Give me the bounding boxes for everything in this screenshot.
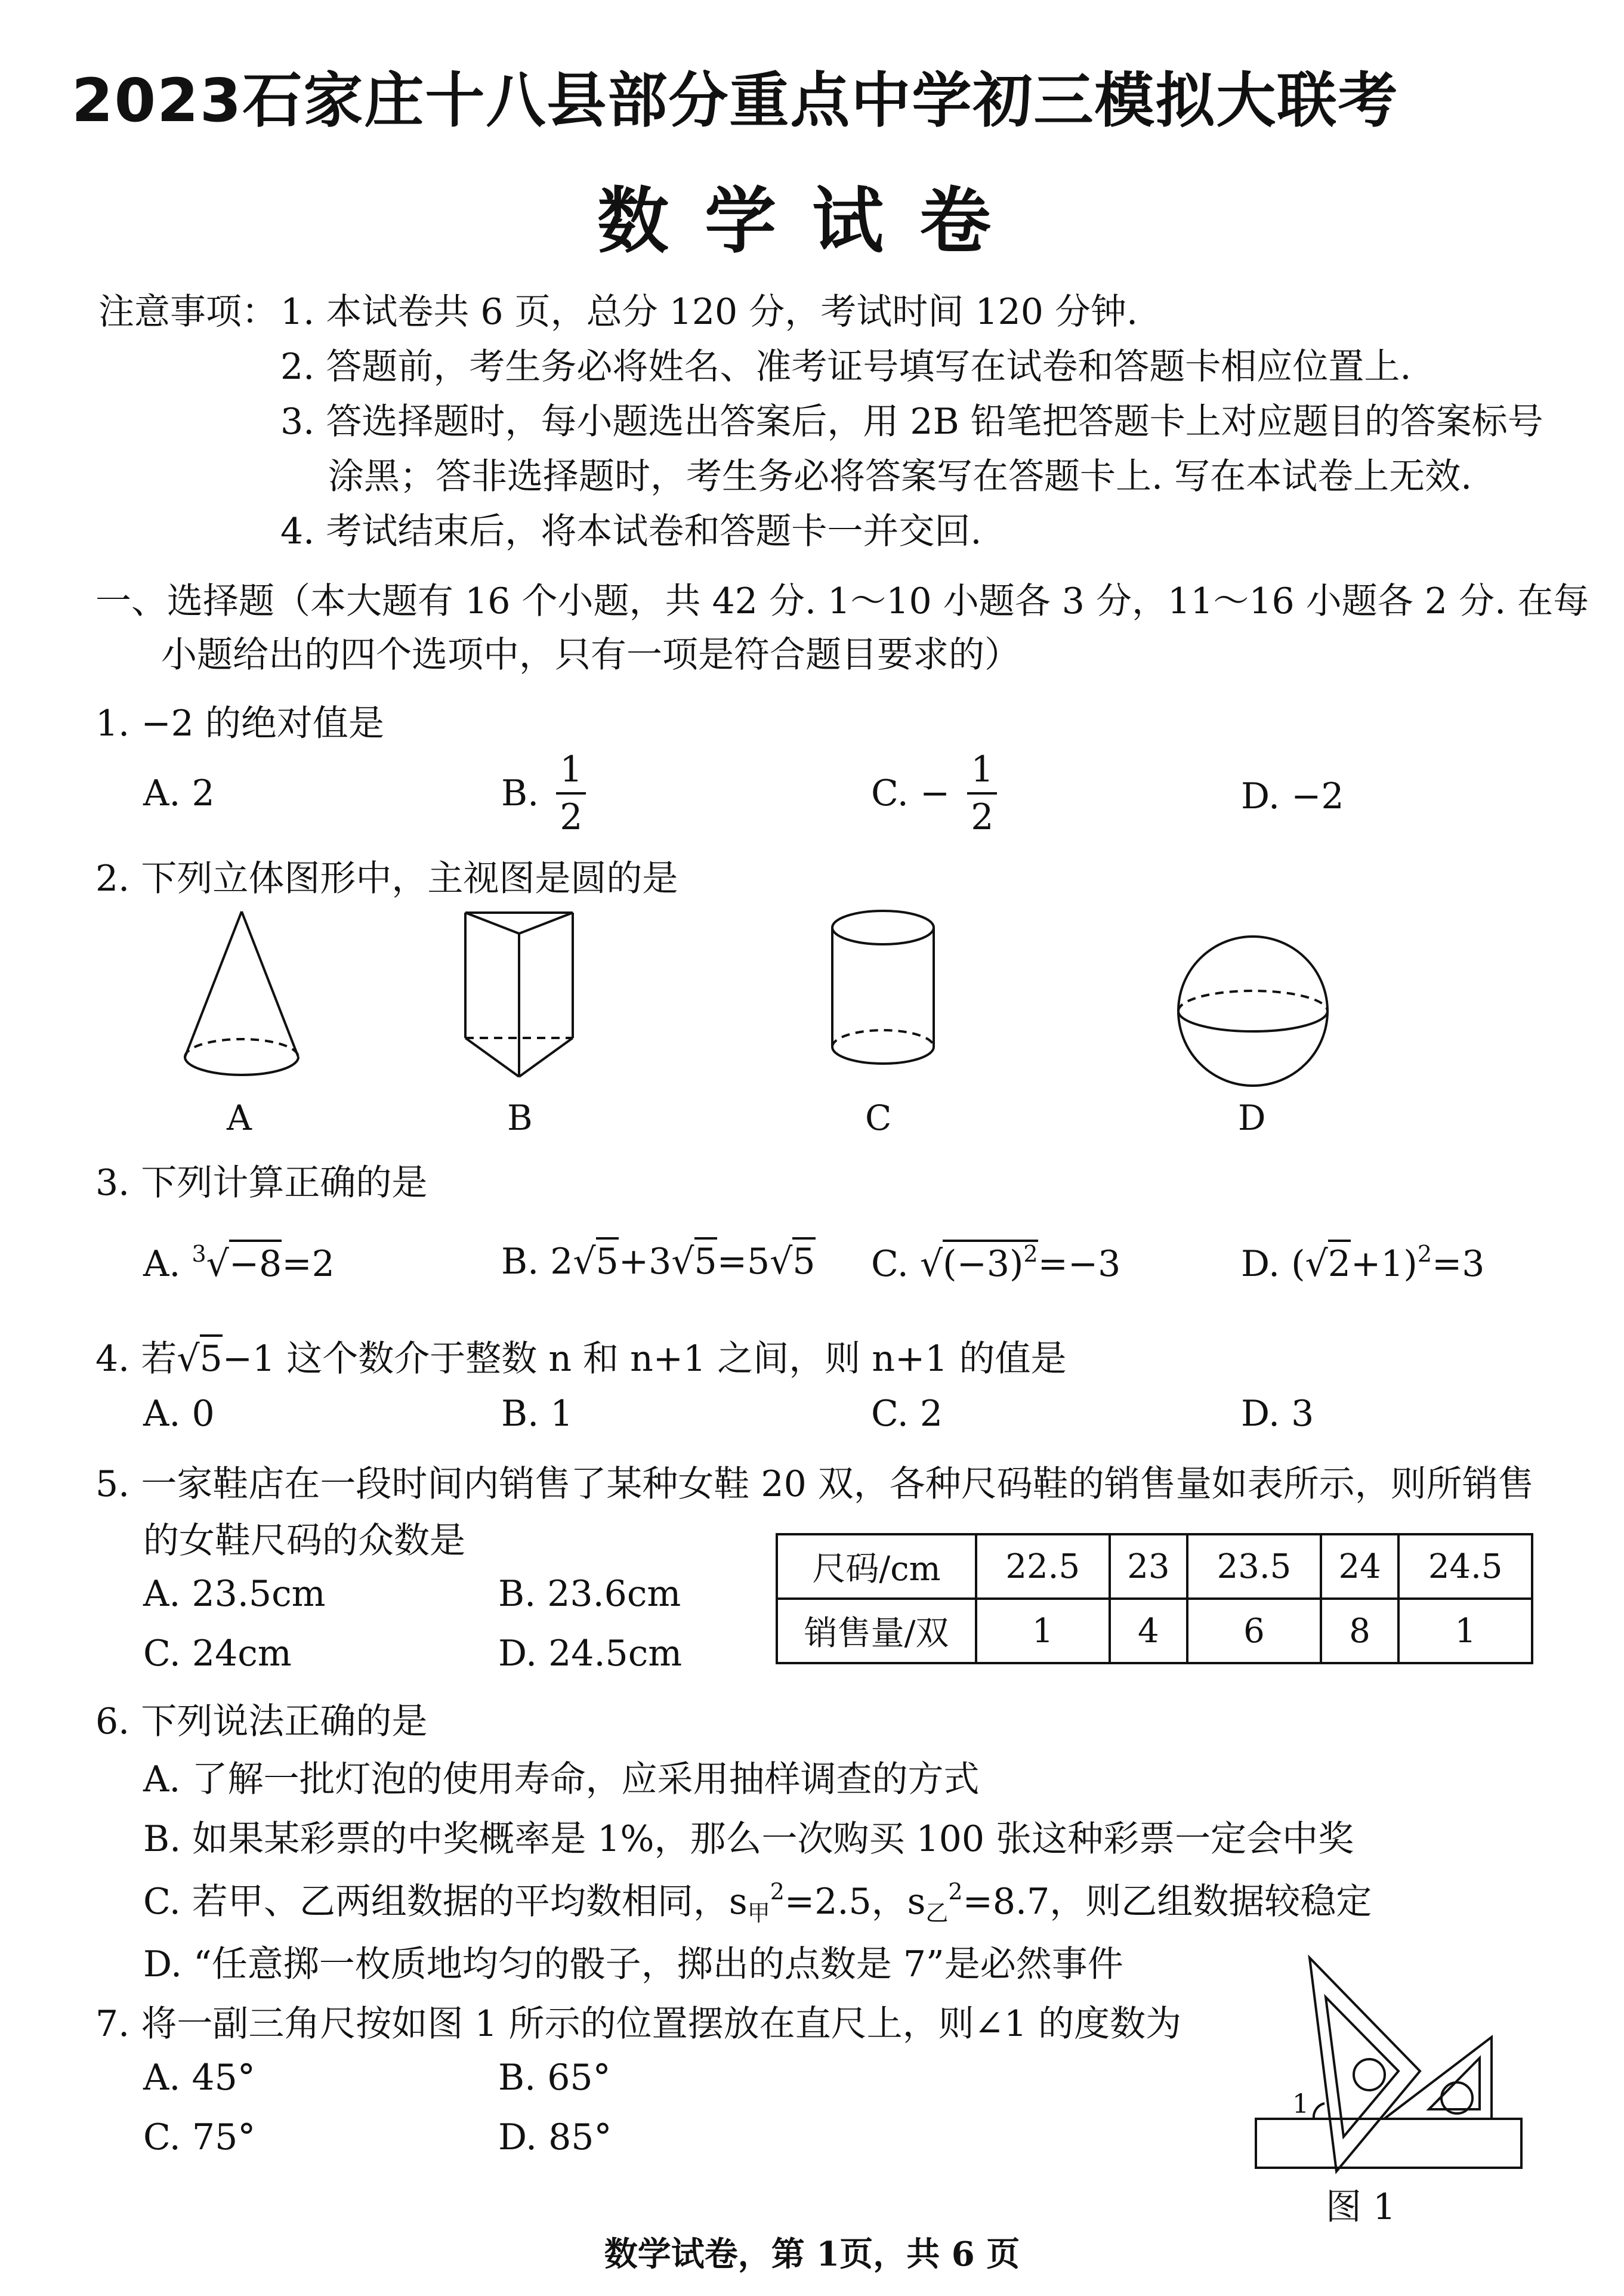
q4-option-c: C. 2 bbox=[871, 1393, 943, 1435]
page-footer: 数学试卷，第 1页，共 6 页 bbox=[604, 2235, 1020, 2274]
table-cell: 23 bbox=[1110, 1534, 1188, 1599]
q3-a-radicand: −8 bbox=[229, 1240, 282, 1285]
notice-item-4: 4. 考试结束后，将本试卷和答题卡一并交回. bbox=[280, 511, 982, 552]
section-heading: 一、选择题（本大题有 16 个小题，共 42 分. 1～10 小题各 3 分，11～16 小题各 2 分. 在每 bbox=[95, 580, 1589, 622]
q1-c-fraction bbox=[967, 749, 997, 838]
q4-radicand: 5 bbox=[200, 1334, 223, 1380]
q6-option-b: B. 如果某彩票的中奖概率是 1%，那么一次购买 100 张这种彩票一定会中奖 bbox=[143, 1818, 1354, 1860]
q6-c-prefix: C. 若甲、乙两组数据的平均数相同，s bbox=[143, 1881, 748, 1923]
prism-figure bbox=[453, 901, 597, 1092]
q1-option-c bbox=[871, 749, 997, 838]
q6-option-c bbox=[143, 1873, 1372, 1927]
q3-b-r1: 5 bbox=[596, 1237, 619, 1283]
q5-stem-cont: 的女鞋尺码的众数是 bbox=[143, 1520, 465, 1562]
q3-b-r3: 5 bbox=[792, 1237, 815, 1283]
q4-stem-rest: −1 这个数介于整数 n 和 n+1 之间，则 n+1 的值是 bbox=[222, 1338, 1067, 1380]
q6-c-sub1: 甲 bbox=[747, 1900, 770, 1926]
q3-option-d: D. $(√2+1)^2=3$ bbox=[1241, 1241, 1485, 1285]
q1-option-b bbox=[501, 749, 586, 838]
q7-option-c: C. 75° bbox=[143, 2116, 256, 2158]
q3-b-eq: =5 bbox=[717, 1241, 770, 1283]
q1-b-fraction bbox=[556, 749, 586, 838]
q3-a-index: 3 bbox=[192, 1241, 206, 1267]
figure-label-c: C bbox=[865, 1098, 892, 1138]
q5-option-d: D. 24.5cm bbox=[498, 1633, 683, 1674]
q4-stem-prefix: 4. 若 bbox=[95, 1338, 177, 1380]
q1-option-d: D. −2 bbox=[1241, 775, 1344, 817]
q3-d-mid: +1) bbox=[1350, 1243, 1418, 1285]
figure-label-d: D bbox=[1238, 1098, 1266, 1138]
notice-label: 注意事项： bbox=[98, 291, 277, 333]
q7-option-b: B. 65° bbox=[498, 2057, 611, 2099]
angle-1-label: 1 bbox=[1292, 2089, 1309, 2119]
q7-option-d: D. 85° bbox=[498, 2116, 612, 2158]
table-cell: 24.5 bbox=[1398, 1534, 1532, 1599]
q6-c-sup1: 2 bbox=[770, 1878, 785, 1905]
q3-option-a: A. $^3$√−8=2 bbox=[143, 1241, 335, 1285]
q3-d-prefix: D. ( bbox=[1241, 1243, 1305, 1285]
subject-title: 数学试卷 bbox=[597, 180, 1027, 263]
q1-b-prefix: B. bbox=[501, 772, 539, 814]
notice-item-3-cont: 涂黑；答非选择题时，考生务必将答案写在答题卡上. 写在本试卷上无效. bbox=[328, 456, 1472, 497]
table-row bbox=[777, 1599, 1532, 1663]
q3-b-prefix: B. 2 bbox=[501, 1241, 573, 1283]
cone-figure bbox=[173, 907, 316, 1086]
q3-c-radicand: (−3) bbox=[943, 1243, 1024, 1285]
section-heading-cont: 小题给出的四个选项中，只有一项是符合题目要求的） bbox=[161, 634, 1020, 676]
q2-stem: 2. 下列立体图形中，主视图是圆的是 bbox=[95, 858, 678, 900]
q5-option-a: A. 23.5cm bbox=[143, 1573, 326, 1615]
q3-c-exp: 2 bbox=[1023, 1241, 1038, 1267]
q4-stem: 4. 若√5−1 这个数介于整数 n 和 n+1 之间，则 n+1 的值是 bbox=[95, 1330, 1067, 1382]
q6-c-sup2: 2 bbox=[948, 1878, 963, 1905]
q5-option-c: C. 24cm bbox=[143, 1633, 292, 1674]
q3-b-r2: 5 bbox=[694, 1237, 717, 1283]
q6-c-sub2: 乙 bbox=[925, 1900, 949, 1926]
q1-c-den: 2 bbox=[971, 796, 994, 838]
q3-a-prefix: A. bbox=[143, 1243, 192, 1285]
table-cell: 23.5 bbox=[1187, 1534, 1321, 1599]
notice-item-3: 3. 答选择题时，每小题选出答案后，用 2B 铅笔把答题卡上对应题目的答案标号 bbox=[280, 401, 1543, 443]
q5-stem: 5. 一家鞋店在一段时间内销售了某种女鞋 20 双，各种尺码鞋的销售量如表所示，则所销售 bbox=[95, 1463, 1534, 1505]
table-cell: 22.5 bbox=[976, 1534, 1110, 1599]
table-cell: 1 bbox=[976, 1599, 1110, 1663]
notice-item-1: 1. 本试卷共 6 页，总分 120 分，考试时间 120 分钟. bbox=[280, 291, 1138, 333]
figure-label-a: A bbox=[227, 1098, 252, 1138]
triangle-ruler-figure bbox=[1241, 1945, 1539, 2177]
q4-option-d: D. 3 bbox=[1241, 1393, 1314, 1435]
exam-title: 2023石家庄十八县部分重点中学初三模拟大联考 bbox=[72, 66, 1399, 135]
q6-option-a: A. 了解一批灯泡的使用寿命，应采用抽样调查的方式 bbox=[143, 1759, 980, 1800]
q1-b-den: 2 bbox=[560, 796, 583, 838]
table-cell: 尺码/cm bbox=[777, 1534, 976, 1599]
figure-1-caption: 图 1 bbox=[1326, 2186, 1396, 2228]
q4-option-a: A. 0 bbox=[143, 1393, 215, 1435]
q3-d-radicand: 2 bbox=[1328, 1240, 1351, 1285]
q6-c-rest: =8.7，则乙组数据较稳定 bbox=[962, 1881, 1372, 1923]
q3-c-rest: =−3 bbox=[1038, 1243, 1121, 1285]
q3-b-mid: +3 bbox=[618, 1241, 672, 1283]
table-row bbox=[777, 1534, 1532, 1599]
q3-d-exp: 2 bbox=[1417, 1241, 1432, 1267]
q5-option-b: B. 23.6cm bbox=[498, 1573, 681, 1615]
q3-c-radicand-wrap bbox=[943, 1240, 1038, 1285]
table-cell: 6 bbox=[1187, 1599, 1321, 1663]
q6-stem: 6. 下列说法正确的是 bbox=[95, 1701, 428, 1742]
q6-option-d: D. “任意掷一枚质地均匀的骰子，掷出的点数是 7”是必然事件 bbox=[143, 1943, 1123, 1985]
q1-c-num: 1 bbox=[967, 752, 997, 795]
q1-b-num: 1 bbox=[556, 752, 586, 795]
table-cell: 销售量/双 bbox=[777, 1599, 976, 1663]
q4-option-b: B. 1 bbox=[501, 1393, 573, 1435]
notice-item-2: 2. 答题前，考生务必将姓名、准考证号填写在试卷和答题卡相应位置上. bbox=[280, 346, 1412, 388]
q1-stem: 1. −2 的绝对值是 bbox=[95, 703, 384, 744]
table-cell: 8 bbox=[1321, 1599, 1399, 1663]
q6-c-mid: =2.5，s bbox=[784, 1881, 926, 1923]
cylinder-figure bbox=[823, 904, 943, 1083]
q1-c-prefix: C. − bbox=[871, 772, 950, 814]
q3-c-prefix: C. bbox=[871, 1243, 920, 1285]
q3-option-c: C. $√(-3)^2=-3$ bbox=[871, 1241, 1121, 1285]
q3-a-rest: =2 bbox=[282, 1243, 335, 1285]
size-sales-table bbox=[776, 1533, 1533, 1664]
table-cell: 24 bbox=[1321, 1534, 1399, 1599]
sphere-figure bbox=[1169, 928, 1348, 1107]
q7-stem: 7. 将一副三角尺按如图 1 所示的位置摆放在直尺上，则∠1 的度数为 bbox=[95, 2003, 1182, 2045]
q3-option-b: B. 2√5+3√5=5√5 bbox=[501, 1241, 816, 1283]
q7-option-a: A. 45° bbox=[143, 2057, 255, 2099]
figure-label-b: B bbox=[507, 1098, 533, 1138]
table-cell: 4 bbox=[1110, 1599, 1188, 1663]
table-cell: 1 bbox=[1398, 1599, 1532, 1663]
q1-option-a: A. 2 bbox=[143, 772, 215, 814]
q3-stem: 3. 下列计算正确的是 bbox=[95, 1162, 428, 1204]
q3-d-rest: =3 bbox=[1432, 1243, 1485, 1285]
